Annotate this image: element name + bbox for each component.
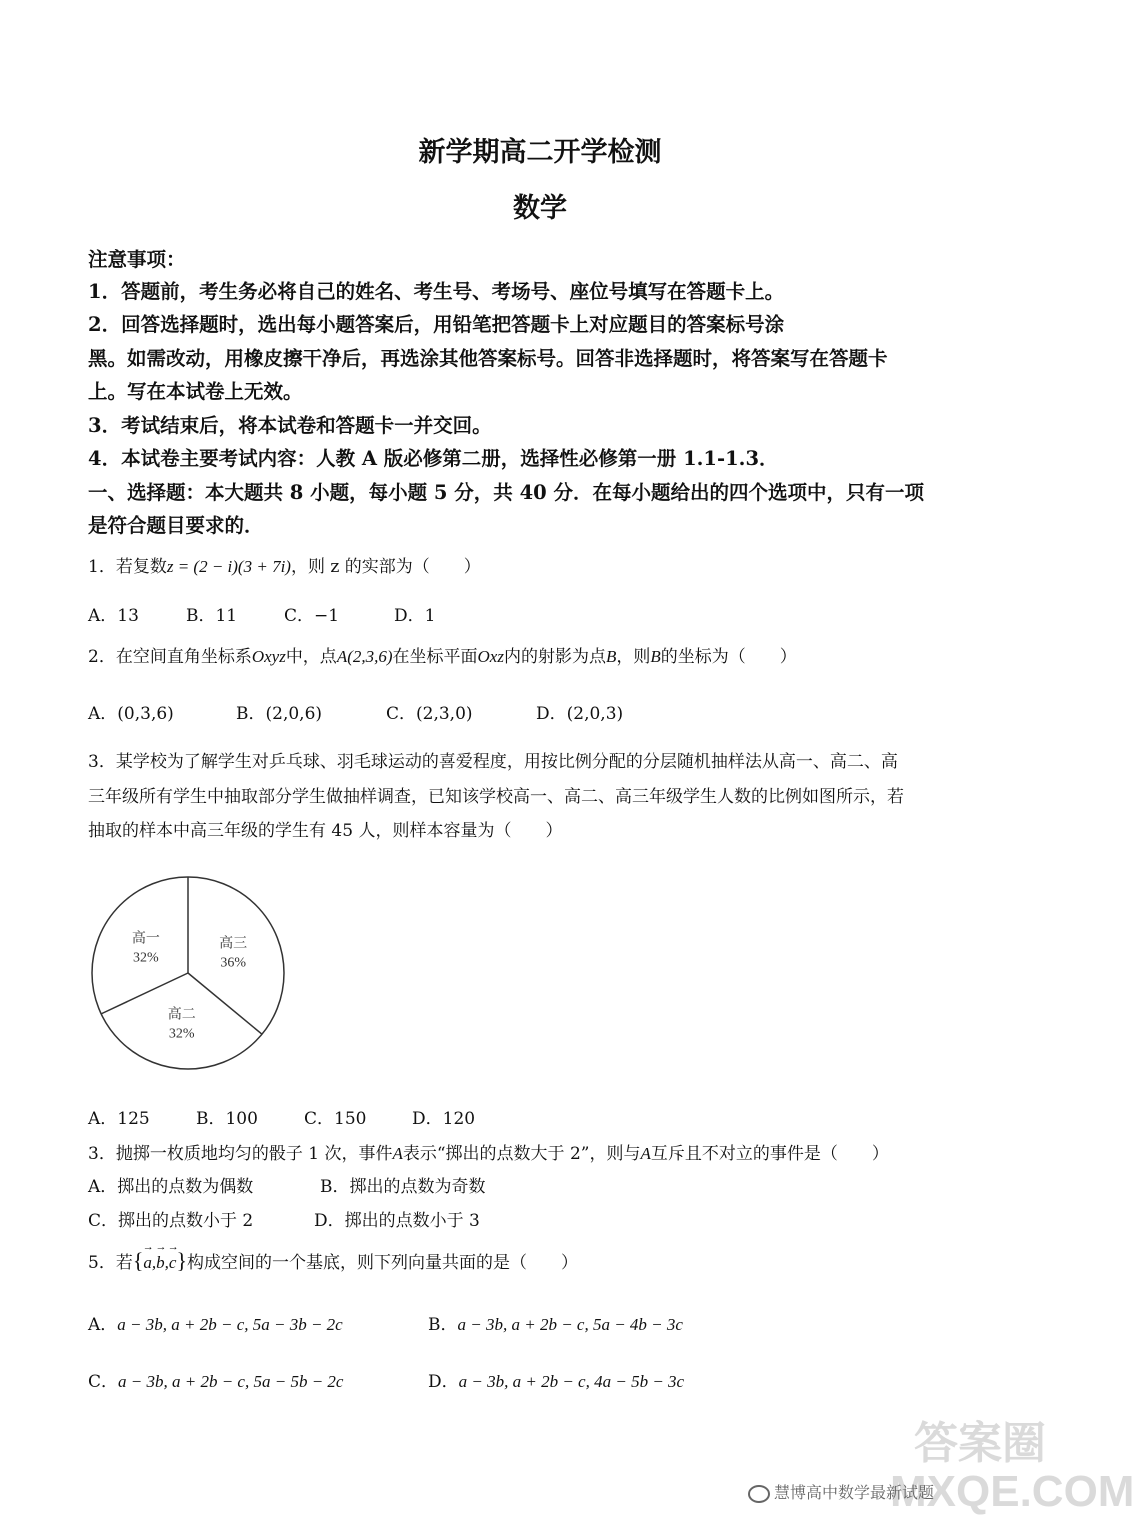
question-4-event-a: A bbox=[640, 1144, 651, 1163]
note-2-line-3: 上。写在本试卷上无效。 bbox=[88, 380, 303, 403]
question-1-option-d: D．1 bbox=[394, 606, 436, 626]
question-1-prefix: 1．若复数 bbox=[88, 557, 167, 577]
question-1-option-b: B．11 bbox=[186, 606, 238, 626]
question-1 bbox=[88, 552, 481, 577]
pie-slice-percent: 32% bbox=[133, 950, 159, 966]
question-4-option-c: C．掷出的点数小于 2 bbox=[88, 1211, 254, 1231]
watermark: 答案圈 MXQE.COM bbox=[890, 1419, 1134, 1516]
question-3-options bbox=[88, 1104, 475, 1129]
question-2-option-b: B．(2,0,6) bbox=[236, 704, 323, 724]
question-3-option-d: D．120 bbox=[412, 1109, 476, 1129]
question-2-text: 在坐标平面 bbox=[392, 647, 478, 667]
question-5-option-c: a − 3b, a + 2b − c, 5a − 5b − 2c bbox=[118, 1372, 344, 1391]
question-4-option-b: B．掷出的点数为奇数 bbox=[320, 1177, 486, 1197]
section-1-heading-line-1: 一、选择题：本大题共 8 小题，每小题 5 分，共 40 分．在每小题给出的四个选项中，只有一项 bbox=[88, 481, 925, 504]
question-5-text: 构成空间的一个基底，则下列向量共面的是（ ） bbox=[187, 1253, 578, 1273]
question-2-point-b: B bbox=[605, 647, 617, 666]
wechat-icon bbox=[748, 1485, 770, 1503]
question-5-option-c-label: C． bbox=[88, 1372, 119, 1392]
question-2-text: 2．在空间直角坐标系 bbox=[88, 647, 252, 667]
question-4 bbox=[88, 1139, 889, 1164]
note-2-line-1: 2．回答选择题时，选出每小题答案后，用铅笔把答题卡上对应题目的答案标号涂 bbox=[88, 313, 785, 336]
question-2-option-d: D．(2,0,3) bbox=[536, 704, 624, 724]
question-5-option-d-label: D． bbox=[428, 1372, 459, 1392]
question-5 bbox=[88, 1248, 578, 1274]
question-4-option-d: D．掷出的点数小于 3 bbox=[314, 1211, 480, 1231]
question-3-line-1: 3．某学校为了解学生对乒乓球、羽毛球运动的喜爱程度，用按比例分配的分层随机抽样法从高一、高二、高 bbox=[88, 752, 898, 772]
question-4-options-row-2 bbox=[88, 1206, 480, 1231]
question-4-text: 表示“掷出的点数大于 2”，则与 bbox=[402, 1144, 641, 1164]
question-4-option-a: A．掷出的点数为偶数 bbox=[88, 1177, 254, 1197]
exam-title: 新学期高二开学检测 bbox=[418, 137, 662, 168]
question-2-point-a: A(2,3,6) bbox=[336, 647, 393, 666]
question-1-option-c: C．−1 bbox=[284, 606, 340, 626]
question-4-options-row-1 bbox=[88, 1172, 486, 1197]
question-2-plane: Oxz bbox=[477, 647, 504, 666]
question-3-line-3: 抽取的样本中高三年级的学生有 45 人，则样本容量为（ ） bbox=[88, 821, 563, 841]
pie-slice-percent: 32% bbox=[168, 1026, 195, 1042]
question-2-text: 中，点 bbox=[285, 647, 337, 667]
question-2-text: 的坐标为（ ） bbox=[660, 647, 797, 667]
question-2-option-c: C．(2,3,0) bbox=[386, 704, 473, 724]
section-1-heading-line-2: 是符合题目要求的． bbox=[88, 514, 264, 537]
question-2-option-a: A．(0,3,6) bbox=[88, 704, 174, 724]
question-4-text: 互斥且不对立的事件是（ ） bbox=[650, 1144, 889, 1164]
question-5-option-b: a − 3b, a + 2b − c, 5a − 4b − 3c bbox=[457, 1315, 683, 1334]
question-5-basis: {→ a,→ b,→ c} bbox=[133, 1253, 187, 1272]
pie-slice-label: 高二 bbox=[167, 1006, 196, 1023]
question-5-options-row-1 bbox=[88, 1310, 683, 1335]
question-2-text: ，则 bbox=[616, 647, 651, 667]
question-2-point-b: B bbox=[650, 647, 661, 666]
question-3-line-2: 三年级所有学生中抽取部分学生做抽样调查，已知该学校高一、高二、高三年级学生人数的比例如图所示，若 bbox=[88, 787, 904, 807]
note-3: 3．考试结束后，将本试卷和答题卡一并交回。 bbox=[88, 414, 492, 437]
question-1-expression: z = (2 − i)(3 + 7i) bbox=[166, 557, 291, 576]
question-2-options bbox=[88, 699, 623, 724]
question-5-option-b-label: B． bbox=[428, 1315, 458, 1335]
question-2-coordinate-system: Oxyz bbox=[251, 647, 286, 666]
source-footer bbox=[748, 1480, 934, 1503]
grade-ratio-pie-chart bbox=[88, 866, 288, 1080]
question-1-options bbox=[88, 601, 435, 626]
pie-slice-label: 高三 bbox=[219, 935, 248, 952]
pie-slice-label: 高一 bbox=[131, 930, 160, 947]
question-4-event-a: A bbox=[392, 1144, 403, 1163]
question-1-option-a: A．13 bbox=[88, 606, 139, 626]
note-4: 4．本试卷主要考试内容：人教 A 版必修第二册，选择性必修第一册 1.1-1.3． bbox=[88, 447, 779, 470]
question-5-option-a: a − 3b, a + 2b − c, 5a − 3b − 2c bbox=[117, 1315, 343, 1334]
question-2 bbox=[88, 642, 797, 667]
question-1-suffix: ，则 z 的实部为（ ） bbox=[290, 557, 481, 577]
question-5-option-d: a − 3b, a + 2b − c, 4a − 5b − 3c bbox=[458, 1372, 685, 1391]
question-3-option-b: B．100 bbox=[196, 1109, 258, 1129]
note-2-line-2: 黑。如需改动，用橡皮擦干净后，再选涂其他答案标号。回答非选择题时，将答案写在答题卡 bbox=[88, 347, 888, 370]
question-5-text: 5．若 bbox=[88, 1253, 133, 1273]
source-name: 慧博高中数学最新试题 bbox=[774, 1483, 935, 1502]
question-3-option-a: A．125 bbox=[88, 1109, 150, 1129]
question-3-option-c: C．150 bbox=[304, 1109, 367, 1129]
question-2-text: 内的射影为点 bbox=[503, 647, 606, 667]
pie-slice-percent: 36% bbox=[220, 955, 247, 971]
question-5-options-row-2 bbox=[88, 1367, 684, 1392]
exam-subject: 数学 bbox=[513, 193, 567, 224]
note-1: 1．答题前，考生务必将自己的姓名、考生号、考场号、座位号填写在答题卡上。 bbox=[88, 280, 785, 303]
question-4-text: 3．抛掷一枚质地均匀的骰子 1 次，事件 bbox=[88, 1144, 393, 1164]
notes-heading: 注意事项： bbox=[88, 248, 186, 271]
question-5-option-a-label: A． bbox=[88, 1315, 118, 1335]
